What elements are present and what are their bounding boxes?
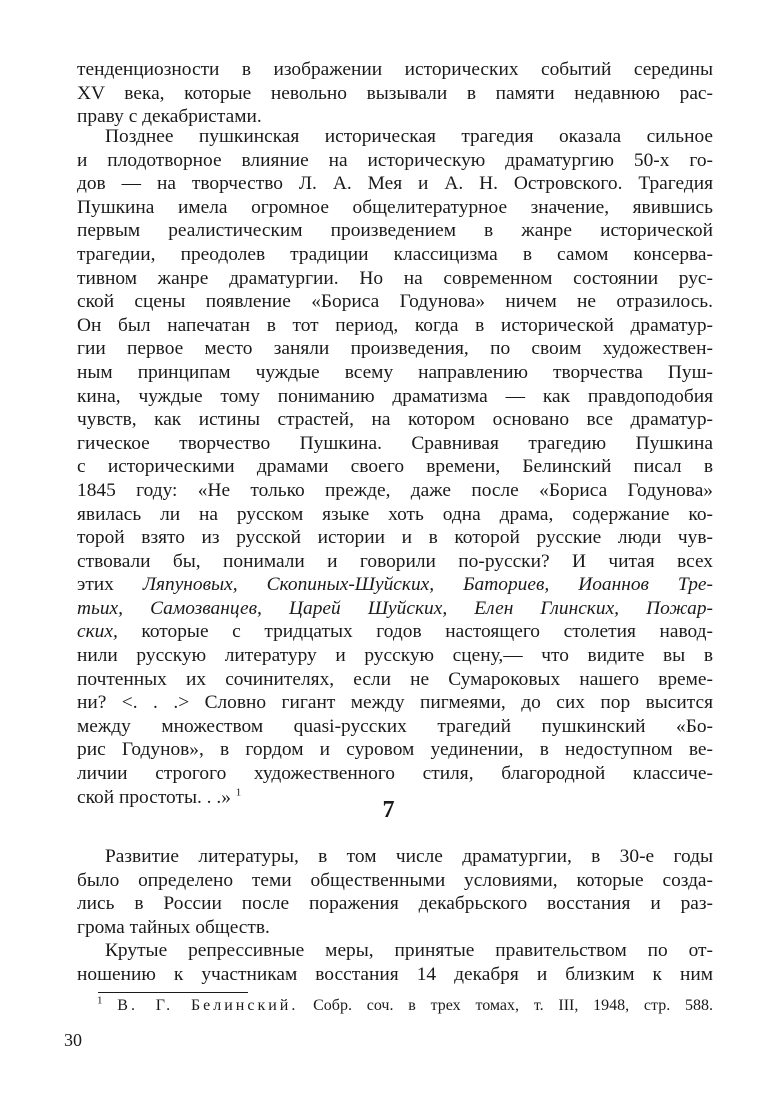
text-run: ской простоты. . .» xyxy=(77,786,231,808)
text-line: личии строгого художественного стиля, благородной классиче- xyxy=(77,763,713,785)
paragraph xyxy=(77,845,713,939)
text-line: с историческими драмами своего времени, Белинский писал в xyxy=(77,456,713,478)
text-line: между множеством quasi-русских трагедий пушкинский «Бо- xyxy=(77,715,713,737)
text-line: Пушкина имела огромное общелитературное значение, явившись xyxy=(77,196,713,218)
text-line: Позднее пушкинская историческая трагедия оказала сильное xyxy=(105,126,713,147)
text-line: Крутые репрессивные меры, принятые правительством по от- xyxy=(105,940,713,962)
footnote-divider xyxy=(98,992,248,993)
text-line: первым реалистическим произведением в жанре исторической xyxy=(77,220,713,242)
text-line: нили русскую литературу и русскую сцену,— что видите вы в xyxy=(77,645,713,667)
italic-text-line: тьих, Самозванцев, Царей Шуйских, Елен Глинских, Пожар- xyxy=(77,597,713,619)
text-line: тенденциозности в изображении исторических событий середины xyxy=(77,59,713,80)
footnote xyxy=(97,996,713,1016)
text-line: гическое творчество Пушкина. Сравнивая трагедию Пушкина xyxy=(77,432,713,454)
text-line: дов — на творчество Л. А. Мея и А. Н. Островского. Трагедия xyxy=(77,173,713,195)
text-line: ской сцены появление «Бориса Годунова» ничем не отразилось. xyxy=(77,291,713,313)
text-line: Развитие литературы, в том числе драматургии, в 30-е годы xyxy=(105,846,713,867)
text-line: было определено теми общественными условиями, которые созда- xyxy=(77,869,713,891)
paragraph-continuation xyxy=(77,58,713,129)
footnote-author: В. Г. Белинский. xyxy=(117,997,299,1014)
footnote-reference[interactable]: 1 xyxy=(235,786,242,799)
text-line: трагедии, преодолев традиции классицизма в самом консерва- xyxy=(77,243,713,265)
text-line: торой взято из русской истории и в которой русские люди чув- xyxy=(77,527,713,549)
section-body xyxy=(77,845,713,987)
text-line: чувств, как истины страстей, на котором основано все драматур- xyxy=(77,409,713,431)
text-line: 1845 году: «Не только прежде, даже после «Бориса Годунова» xyxy=(77,479,713,501)
text-line: почтенных их сочинителях, если не Сумароковых нашего време- xyxy=(77,668,713,690)
text-line: кина, чуждые тому пониманию драматизма — как правдоподобия xyxy=(77,385,713,407)
page-number: 30 xyxy=(64,1030,82,1050)
text-line: явилась ли на русском языке хоть одна драма, содержание ко- xyxy=(77,503,713,525)
text-line: ни? <. . .> Словно гигант между пигмеями, до сих пор высится xyxy=(77,692,713,714)
text-line-mixed xyxy=(77,620,713,644)
paragraph xyxy=(77,125,713,809)
text-line: ным принципам чуждые всему направлению творчества Пуш- xyxy=(77,361,713,383)
text-run: которые с тридцатых годов настоящего столетия навод- xyxy=(117,621,713,643)
text-line: рис Годунов», в гордом и суровом уединении, в недоступном ве- xyxy=(77,739,713,761)
footnote-mark: 1 xyxy=(97,994,103,1007)
text-line: ношению к участникам восстания 14 декабря и близким к ним xyxy=(77,963,713,985)
text-line: праву с декабристами. xyxy=(77,106,262,128)
section-heading: 7 xyxy=(382,797,395,823)
text-line: ствовали бы, понимали и говорили по-русски? И читая всех xyxy=(77,550,713,572)
text-run: этих xyxy=(77,574,143,596)
text-line: и плодотворное влияние на историческую драматургию 50-х го- xyxy=(77,149,713,171)
text-line: грома тайных обществ. xyxy=(77,916,270,938)
italic-text-run: Ляпуновых, Скопиных-Шуйских, Баториев, Иоаннов Тре- xyxy=(142,574,713,596)
text-line: лись в России после поражения декабрьского восстания и раз- xyxy=(77,893,713,915)
paragraph xyxy=(77,58,713,129)
italic-text-run: ских, xyxy=(77,621,118,643)
text-line: XV века, которые невольно вызывали в памяти недавнюю рас- xyxy=(77,82,713,104)
text-line: гии первое место заняли произведения, по своим художествен- xyxy=(77,338,713,360)
text-line-mixed xyxy=(77,573,713,597)
text-line: тивном жанре драматургии. Но на современном состоянии рус- xyxy=(77,267,713,289)
paragraph xyxy=(77,939,713,986)
paragraph-pushkin-tragedy xyxy=(77,125,713,809)
footnote-citation: Собр. соч. в трех томах, т. III, 1948, стр. 588. xyxy=(298,997,713,1014)
text-line: Он был напечатан в тот период, когда в исторической драматур- xyxy=(77,314,713,336)
